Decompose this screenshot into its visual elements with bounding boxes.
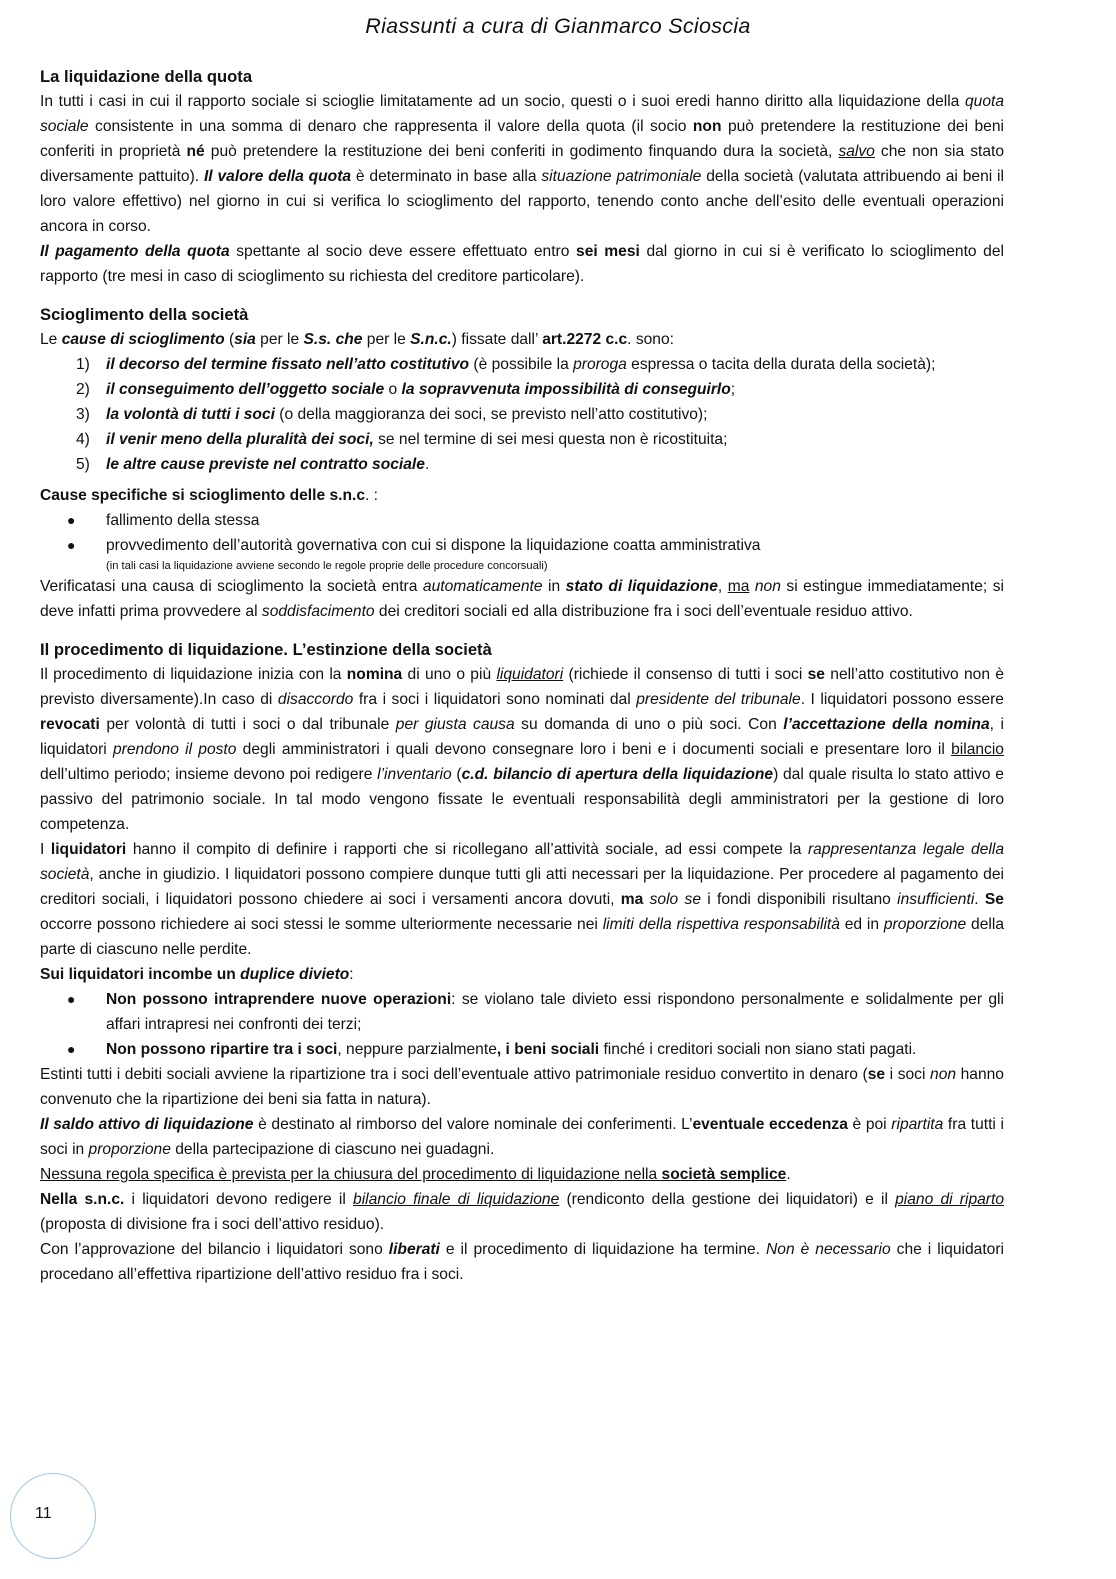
list-item: ● provvedimento dell’autorità governativa con cui si dispone la liquidazione coatta amministrativa (40, 533, 1004, 558)
section-heading-liquidazione-quota: La liquidazione della quota (40, 67, 253, 86)
list-item: ● fallimento della stessa (40, 508, 1004, 533)
paragraph: Le cause di scioglimento (sia per le S.s. che per le S.n.c.) fissate dall’ art.2272 c.c. sono: (40, 331, 674, 348)
paragraph: Verificatasi una causa di scioglimento la società entra automaticamente in stato di liquidazione, ma non si estingue immediatamente; si deve infatti prima provvedere al soddisfacimento dei creditori sociali ed alla distribuzione fra i soci dell’eventuale residuo attivo. (40, 578, 1004, 620)
paragraph: Nella s.n.c. i liquidatori devono redigere il bilancio finale di liquidazione (rendiconto della gestione dei liquidatori) e il piano di riparto (proposta di divisione fra i soci dell’attivo residuo). (40, 1191, 1004, 1233)
paragraph: Il pagamento della quota spettante al socio deve essere effettuato entro sei mesi dal giorno in cui si è verificato lo scioglimento del rapporto (tre mesi in caso di scioglimento su richiesta del creditore particolare). (40, 243, 1004, 285)
page-number-badge (10, 1473, 96, 1559)
paragraph: Il saldo attivo di liquidazione è destinato al rimborso del valore nominale dei conferimenti. L’eventuale eccedenza è poi ripartita fra tutti i soci in proporzione della partecipazione di ciascuno nei guadagni. (40, 1116, 1004, 1158)
list-item: 1) il decorso del termine fissato nell’atto costitutivo (è possibile la proroga espressa o tacita della durata della società); (76, 356, 936, 373)
paragraph: Estinti tutti i debiti sociali avviene la ripartizione tra i soci dell’eventuale attivo patrimoniale residuo convertito in denaro (se i soci non hanno convenuto che la ripartizione dei beni sia fatta in natura). (40, 1066, 1004, 1108)
subheading-duplice-divieto: Sui liquidatori incombe un duplice divieto: (40, 966, 354, 983)
list-item: 4) il venir meno della pluralità dei soci, se nel termine di sei mesi questa non è ricostituita; (76, 431, 728, 448)
page-number: 11 (35, 1505, 52, 1522)
paragraph: In tutti i casi in cui il rapporto sociale si scioglie limitatamente ad un socio, questi o i suoi eredi hanno diritto alla liquidazione della quota sociale consistente in una somma di denaro che rappresenta il valore della quota (il socio non può pretendere la restituzione dei beni conferiti in proprietà né può pretendere la restituzione dei beni conferiti in godimento finquando dura la società, salvo che non sia stato diversamente pattuito). Il valore della quota è determinato in base alla situazione patrimoniale della società (valutata attribuendo ai beni il loro valore effettivo) nel giorno in cui si verifica lo scioglimento del rapporto, tenendo conto anche dell’esito delle eventuali operazioni ancora in corso. (40, 93, 1005, 235)
paragraph: I liquidatori hanno il compito di definire i rapporti che si ricollegano all’attività sociale, ad essi compete la rappresentanza legale della società, anche in giudizio. I liquidatori possono compiere dunque tutti gli atti necessari per la liquidazione. Per procedere al pagamento dei creditori sociali, i liquidatori possono chiedere ai soci i versamenti ancora dovuti, ma solo se i fondi disponibili risultano insufficienti. Se occorre possono richiedere ai soci stessi le somme ulteriormente necessarie nei limiti della rispettiva responsabilità ed in proporzione della parte di ciascuno nelle perdite. (40, 841, 1005, 958)
paragraph: Nessuna regola specifica è prevista per la chiusura del procedimento di liquidazione nella società semplice. (40, 1166, 791, 1183)
paragraph: Con l’approvazione del bilancio i liquidatori sono liberati e il procedimento di liquidazione ha termine. Non è necessario che i liquidatori procedano all’effettiva ripartizione dell’attivo residuo fra i soci. (40, 1241, 1004, 1283)
list-item: 3) la volontà di tutti i soci (o della maggioranza dei soci, se previsto nell’atto costitutivo); (76, 406, 708, 423)
section-heading-procedimento: Il procedimento di liquidazione. L’estinzione della società (40, 640, 492, 659)
bullet-icon: ● (67, 537, 76, 553)
list-item: 2) il conseguimento dell’oggetto sociale o la sopravvenuta impossibilità di conseguirlo; (76, 381, 736, 398)
list-item: ● Non possono intraprendere nuove operazioni: se violano tale divieto essi rispondono personalmente e solidalmente per gli affari intrapresi nei confronti dei terzi; (40, 987, 1004, 1037)
paragraph: Il procedimento di liquidazione inizia con la nomina di uno o più liquidatori (richiede il consenso di tutti i soci se nell’atto costitutivo non è previsto diversamente).In caso di disaccordo fra i soci i liquidatori sono nominati dal presidente del tribunale. I liquidatori possono essere revocati per volontà di tutti i soci o dal tribunale per giusta causa su domanda di uno o più soci. Con l’accettazione della nomina, i liquidatori prendono il posto degli amministratori i quali devono consegnare loro i beni e i documenti sociali e presentare loro il bilancio dell’ultimo periodo; insieme devono poi redigere l’inventario (c.d. bilancio di apertura della liquidazione) dal quale risulta lo stato attivo e passivo del patrimonio sociale. In tal modo vengono fissate le eventuali responsabilità degli amministratori per la gestione di loro competenza. (40, 666, 1005, 833)
bullet-icon: ● (67, 1041, 76, 1057)
document-body (40, 64, 1004, 1287)
subheading-cause-specifiche: Cause specifiche si scioglimento delle s.n.c. : (40, 487, 378, 504)
list-item: ● Non possono ripartire tra i soci, neppure parzialmente, i beni sociali finché i creditori sociali non siano stati pagati. (40, 1037, 1004, 1062)
page-header: Riassunti a cura di Gianmarco Scioscia (365, 14, 751, 38)
section-heading-scioglimento: Scioglimento della società (40, 305, 249, 324)
bullet-icon: ● (67, 991, 76, 1007)
footnote-note: (in tali casi la liquidazione avviene secondo le regole proprie delle procedure concorsuali) (106, 560, 548, 572)
divieti-list (40, 987, 1004, 1062)
bullet-icon: ● (67, 512, 76, 528)
cause-specifiche-list (40, 508, 1004, 558)
list-item: 5) le altre cause previste nel contratto sociale. (76, 456, 430, 473)
cause-list (40, 352, 1004, 477)
